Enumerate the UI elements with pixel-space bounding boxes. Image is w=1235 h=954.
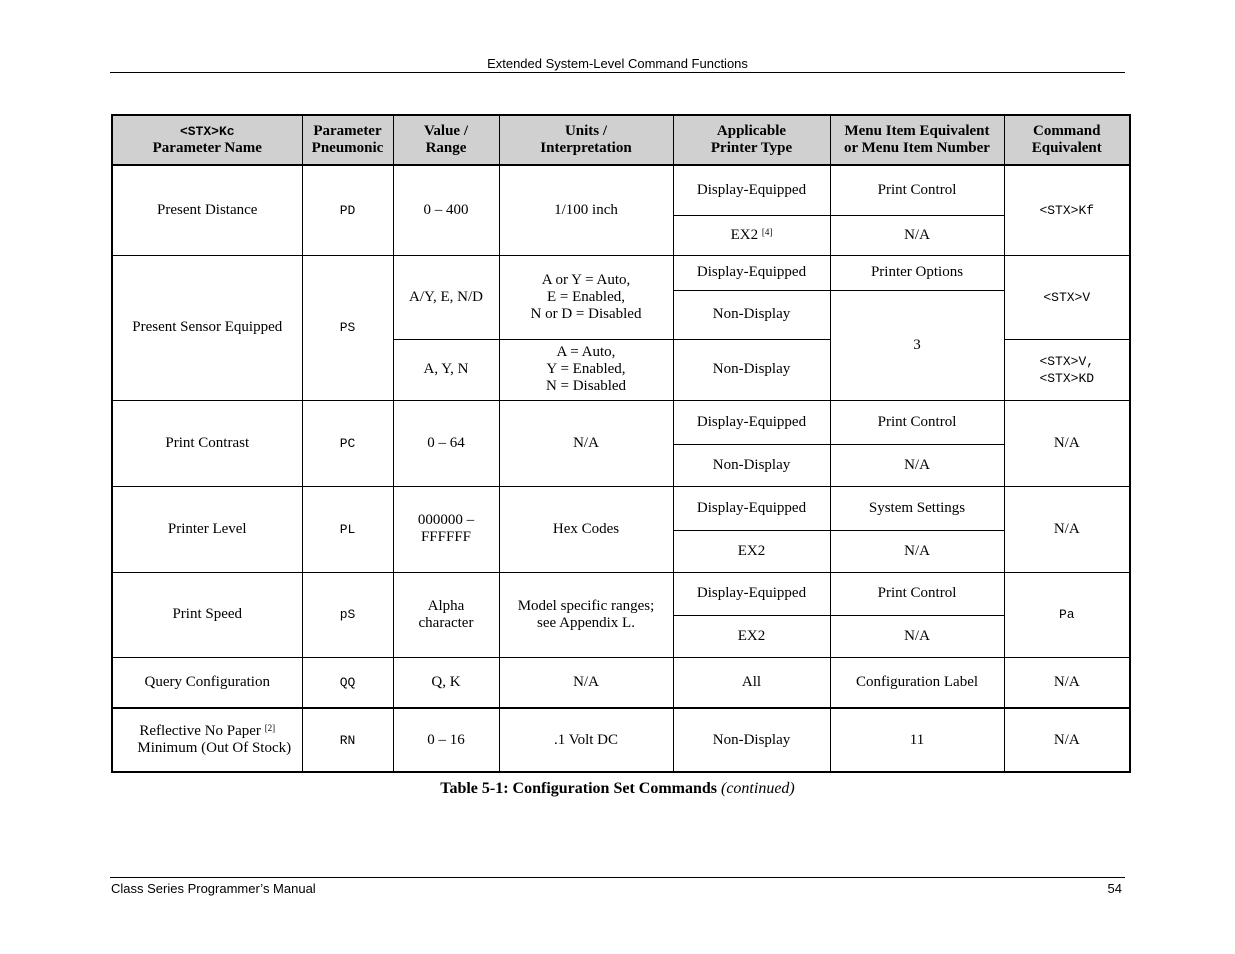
- printer-type: Non-Display: [673, 339, 830, 400]
- table-row: [112, 657, 1130, 708]
- pneumonic: pS: [302, 572, 393, 657]
- printer-type: Non-Display: [673, 708, 830, 772]
- pneumonic: RN: [302, 708, 393, 772]
- table-row: [112, 400, 1130, 444]
- pneumonic: PD: [302, 165, 393, 255]
- printer-type: EX2: [673, 615, 830, 657]
- menu-item: N/A: [830, 215, 1004, 255]
- col-header-pneumonic: Parameter Pneumonic: [302, 115, 393, 165]
- col-header-menu-item: Menu Item Equivalent or Menu Item Number: [830, 115, 1004, 165]
- menu-item: System Settings: [830, 486, 1004, 530]
- value-range: 000000 – FFFFFF: [393, 486, 499, 572]
- col-header-parameter-name: <STX>Kc Parameter Name: [112, 115, 302, 165]
- printer-type: Display-Equipped: [673, 572, 830, 615]
- running-header: Extended System-Level Command Functions: [487, 56, 748, 71]
- pneumonic: QQ: [302, 657, 393, 708]
- footnote-ref: [2]: [264, 723, 276, 733]
- command: N/A: [1004, 657, 1130, 708]
- table-row: [112, 255, 1130, 290]
- footer-rule: [110, 877, 1125, 878]
- menu-item: N/A: [830, 444, 1004, 486]
- printer-type: Display-Equipped: [673, 486, 830, 530]
- units: A or Y = Auto, E = Enabled, N or D = Disabled: [499, 255, 673, 339]
- param-name: Print Speed: [112, 572, 302, 657]
- table-row: [112, 165, 1130, 215]
- value-range: Alpha character: [393, 572, 499, 657]
- units: Model specific ranges; see Appendix L.: [499, 572, 673, 657]
- param-name: Reflective No Paper [2] Minimum (Out Of Stock): [112, 708, 302, 772]
- menu-item: 11: [830, 708, 1004, 772]
- page-number: 54: [1107, 881, 1122, 896]
- units: N/A: [499, 400, 673, 486]
- command: Pa: [1004, 572, 1130, 657]
- printer-type: EX2 [4]: [673, 215, 830, 255]
- printer-type: Display-Equipped: [673, 165, 830, 215]
- header-rule: [110, 72, 1125, 73]
- printer-type: Non-Display: [673, 444, 830, 486]
- units: Hex Codes: [499, 486, 673, 572]
- table-header-row: [112, 115, 1130, 165]
- menu-item: N/A: [830, 530, 1004, 572]
- printer-type: Non-Display: [673, 290, 830, 339]
- table-row: [112, 572, 1130, 615]
- printer-type: Display-Equipped: [673, 255, 830, 290]
- printer-type: EX2: [673, 530, 830, 572]
- pneumonic: PS: [302, 255, 393, 400]
- command: <STX>Kf: [1004, 165, 1130, 255]
- value-range: A, Y, N: [393, 339, 499, 400]
- param-name: Present Sensor Equipped: [112, 255, 302, 400]
- menu-item: Print Control: [830, 400, 1004, 444]
- value-range: A/Y, E, N/D: [393, 255, 499, 339]
- param-name: Printer Level: [112, 486, 302, 572]
- command: N/A: [1004, 400, 1130, 486]
- printer-type: All: [673, 657, 830, 708]
- command: N/A: [1004, 486, 1130, 572]
- col-header-command: Command Equivalent: [1004, 115, 1130, 165]
- command: <STX>V: [1004, 255, 1130, 339]
- value-range: 0 – 400: [393, 165, 499, 255]
- command: N/A: [1004, 708, 1130, 772]
- param-name: Query Configuration: [112, 657, 302, 708]
- col-header-units: Units / Interpretation: [499, 115, 673, 165]
- value-range: Q, K: [393, 657, 499, 708]
- table-caption: Table 5-1: Configuration Set Commands (continued): [440, 780, 795, 797]
- footer-manual-title: Class Series Programmer’s Manual: [111, 881, 316, 896]
- command: <STX>V, <STX>KD: [1004, 339, 1130, 400]
- menu-item: Configuration Label: [830, 657, 1004, 708]
- footnote-ref: [4]: [761, 226, 773, 237]
- menu-item: Print Control: [830, 572, 1004, 615]
- menu-item: Print Control: [830, 165, 1004, 215]
- table-row: [112, 486, 1130, 530]
- table-row: [112, 708, 1130, 772]
- units: A = Auto, Y = Enabled, N = Disabled: [499, 339, 673, 400]
- printer-type: Display-Equipped: [673, 400, 830, 444]
- configuration-table: [111, 114, 1131, 773]
- pneumonic: PC: [302, 400, 393, 486]
- units: N/A: [499, 657, 673, 708]
- value-range: 0 – 16: [393, 708, 499, 772]
- menu-item: 3: [830, 290, 1004, 400]
- param-name: Present Distance: [112, 165, 302, 255]
- col-header-printer-type: Applicable Printer Type: [673, 115, 830, 165]
- col-header-value-range: Value / Range: [393, 115, 499, 165]
- units: .1 Volt DC: [499, 708, 673, 772]
- menu-item: Printer Options: [830, 255, 1004, 290]
- param-name: Print Contrast: [112, 400, 302, 486]
- menu-item: N/A: [830, 615, 1004, 657]
- units: 1/100 inch: [499, 165, 673, 255]
- pneumonic: PL: [302, 486, 393, 572]
- value-range: 0 – 64: [393, 400, 499, 486]
